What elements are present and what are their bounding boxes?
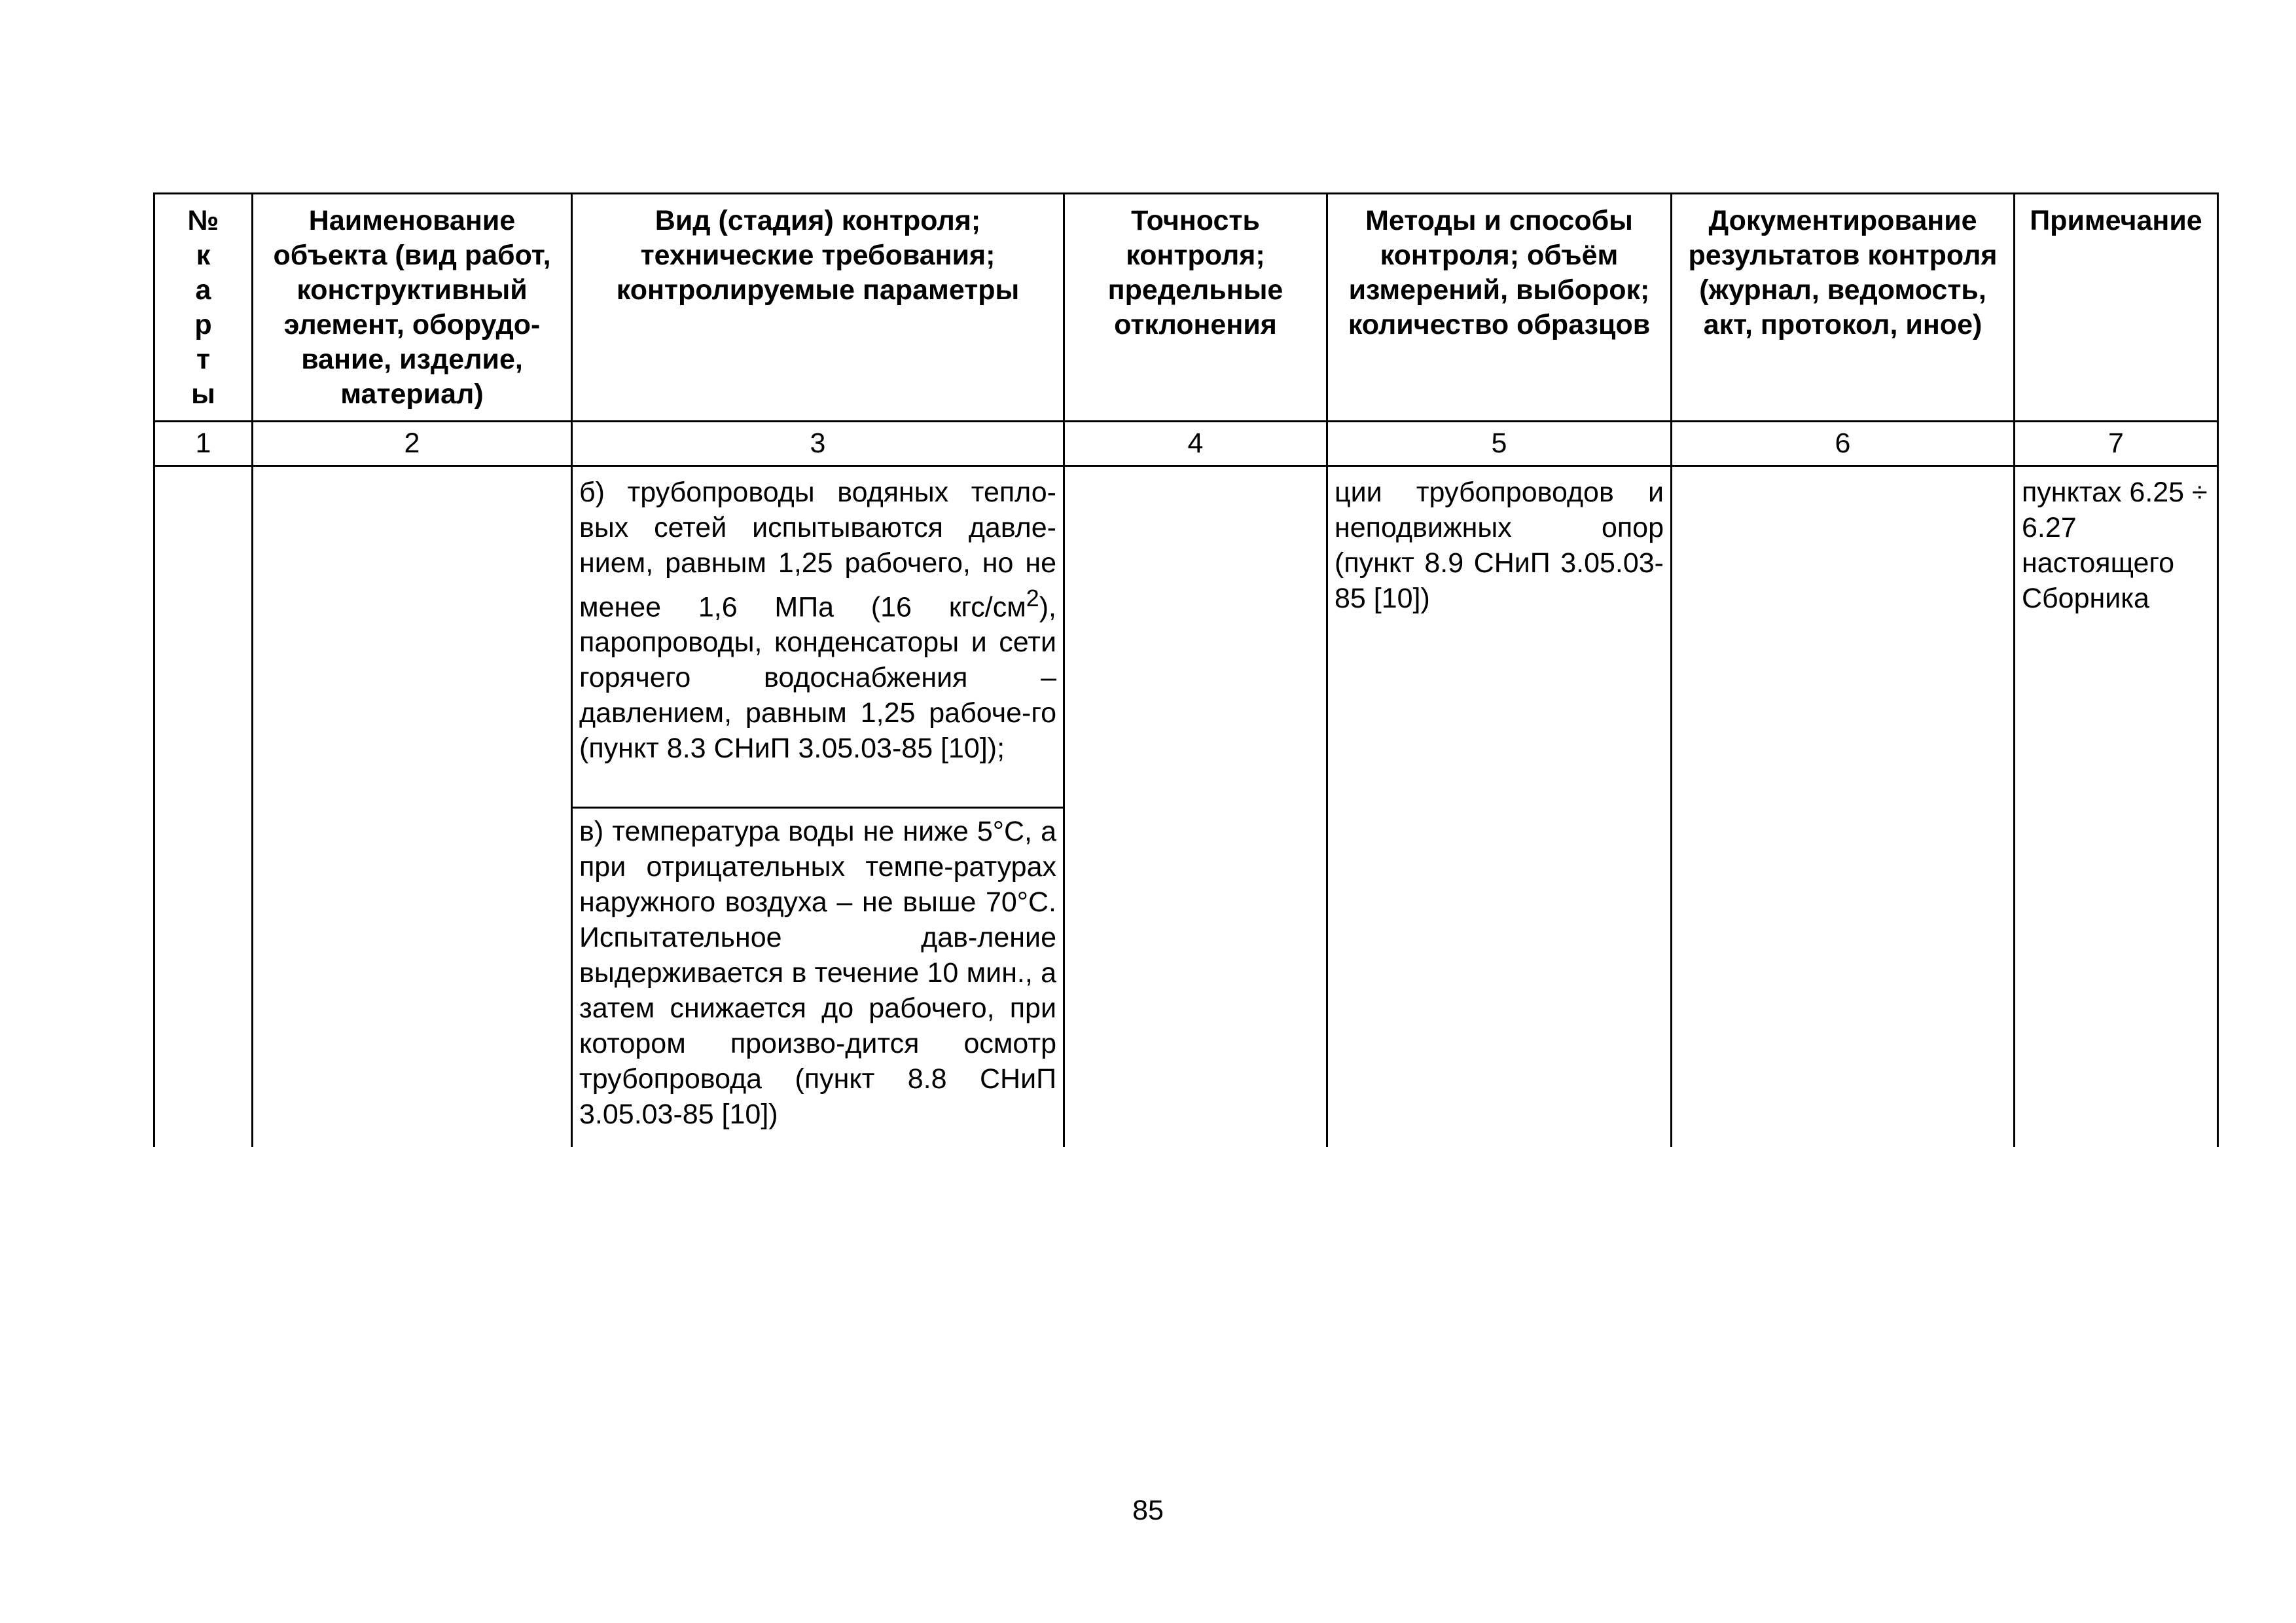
column-number: 6 xyxy=(1672,422,2015,466)
column-number: 5 xyxy=(1327,422,1672,466)
table-row xyxy=(154,466,2218,807)
column-number-row xyxy=(154,422,2218,466)
cell-methods xyxy=(1327,807,1672,1147)
control-table xyxy=(153,192,2219,1147)
cell-card-number xyxy=(154,466,253,807)
cell-divider xyxy=(573,807,1063,814)
methods-text: ции трубопроводов и неподвижных опор (пункт 8.9 СНиП 3.05.03-85 [10]) xyxy=(1335,477,1664,614)
cell-accuracy xyxy=(1064,807,1327,1147)
cell-control-requirements-c xyxy=(572,807,1064,1147)
header-documentation: Документирование результатов контроля (журнал, ведомость, акт, протокол, иное) xyxy=(1672,194,2015,422)
header-control-type: Вид (стадия) контроля; технические требования; контролируемые параметры xyxy=(572,194,1064,422)
header-methods: Методы и способы контроля; объём измерений, выборок; количество образцов xyxy=(1327,194,1672,422)
requirement-c-text: в) температура воды не ниже 5°С, а при отрицательных темпе-ратурах наружного воздуха – не выше 70°С. Испытательное дав-ление выдерживается в течение 10 мин., а затем снижается до рабочего, при котором произво-дится осмотр трубопровода (пункт 8.8 СНиП 3.05.03-85 [10]) xyxy=(579,815,1056,1130)
requirement-b-part2: ), паропроводы, конденсаторы и сети горячего водоснабжения – давлением, равным 1,25 рабоче-го (пункт 8.3 СНиП 3.05.03-85 [10]); xyxy=(579,591,1056,765)
page-number: 85 xyxy=(1132,1495,1164,1526)
cell-accuracy xyxy=(1064,466,1327,807)
header-card-number-line: № xyxy=(187,205,219,236)
column-number: 3 xyxy=(572,422,1064,466)
cell-control-requirements-b xyxy=(572,466,1064,807)
column-number: 4 xyxy=(1064,422,1327,466)
header-card-number xyxy=(154,194,253,422)
requirement-b-text xyxy=(579,475,1056,766)
note-text: пунктах 6.25 ÷ 6.27 настоящего Сборника xyxy=(2022,477,2208,614)
cell-note xyxy=(2015,466,2218,807)
header-accuracy: Точность контроля; предельные отклонения xyxy=(1064,194,1327,422)
cell-card-number xyxy=(154,807,253,1147)
header-card-number-line: р xyxy=(194,309,212,340)
column-number: 7 xyxy=(2015,422,2218,466)
cell-object-name xyxy=(253,807,572,1147)
requirement-b-superscript: 2 xyxy=(1026,585,1039,611)
cell-documentation xyxy=(1672,466,2015,807)
header-note: Примечание xyxy=(2015,194,2218,422)
header-row xyxy=(154,194,2218,422)
cell-methods xyxy=(1327,466,1672,807)
cell-documentation xyxy=(1672,807,2015,1147)
cell-object-name xyxy=(253,466,572,807)
header-object-name: Наименование объекта (вид работ, конструктивный элемент, оборудо-вание, изделие, материал) xyxy=(253,194,572,422)
cell-note xyxy=(2015,807,2218,1147)
column-number: 2 xyxy=(253,422,572,466)
header-card-number-line: т xyxy=(196,344,211,375)
header-card-number-line: ы xyxy=(191,378,215,410)
table-row xyxy=(154,807,2218,1147)
column-number: 1 xyxy=(154,422,253,466)
requirement-b-part1: б) трубопроводы водяных тепло-вых сетей испытываются давле-нием, равным 1,25 рабочего, но не менее 1,6 МПа (16 кгс/см xyxy=(579,477,1056,623)
header-card-number-line: а xyxy=(195,274,211,306)
header-card-number-line: к xyxy=(196,240,211,271)
